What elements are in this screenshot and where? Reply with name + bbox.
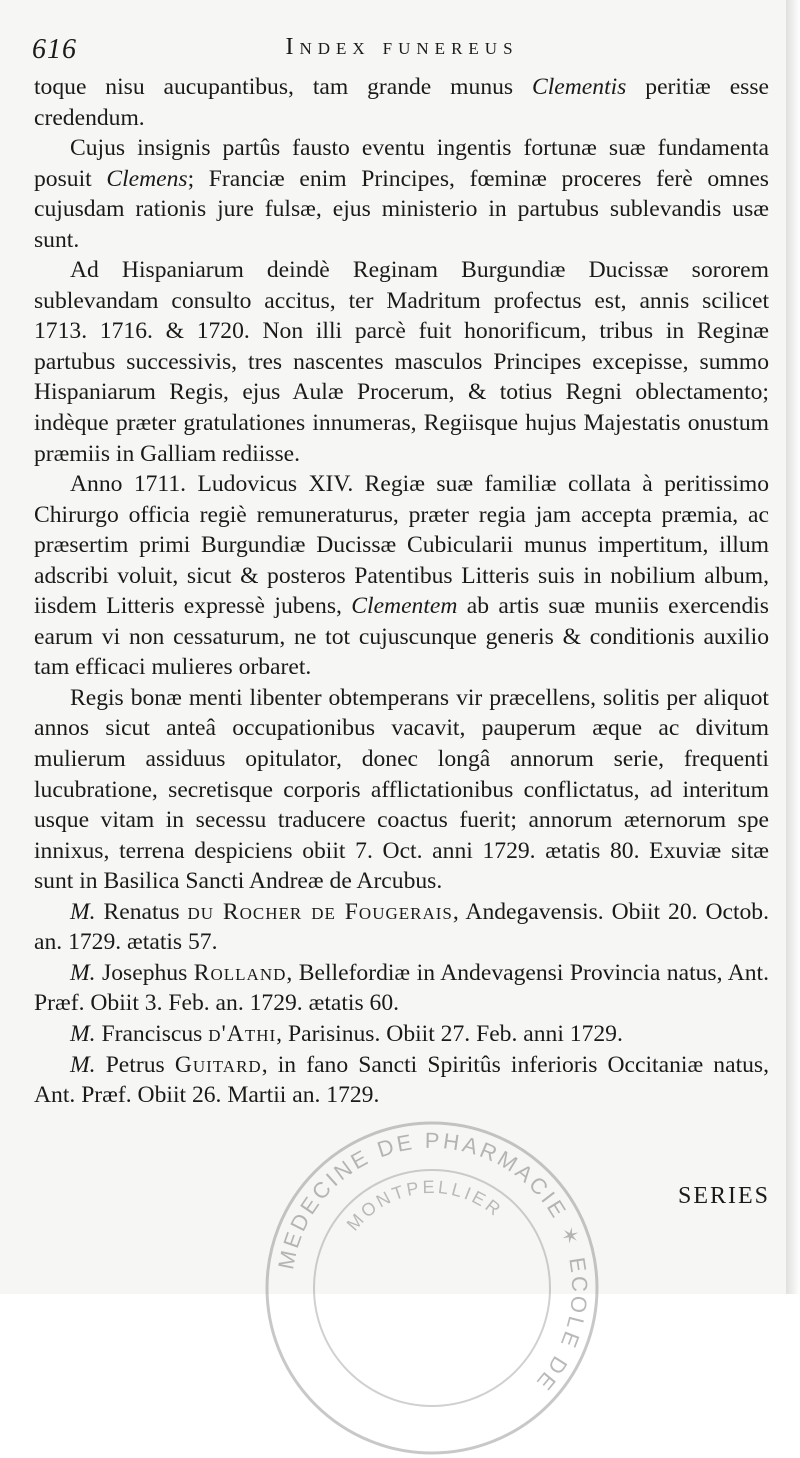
person-surname: Rolland xyxy=(193,959,287,986)
text-run: ; Franciæ enim Principes, fœminæ proceres ferè omnes cujusdam rationis jure fulsæ, ejus ministerio in partubus sublevandis usæ sunt. xyxy=(34,165,769,253)
paragraph xyxy=(34,469,769,683)
page-edge-shadow xyxy=(786,0,800,1294)
catchword: SERIES xyxy=(677,1183,770,1209)
obituary-entry xyxy=(34,958,769,1019)
text-run: , in fano Sancti Spiritûs inferioris Occitaniæ natus, Ant. Præf. Obiit 26. Martii an. 1729. xyxy=(34,1051,770,1109)
text-run: , Bellefordiæ in Andevagensi Provincia natus, Ant. Præf. Obiit 3. Feb. an. 1729. ætatis 60. xyxy=(34,959,769,1017)
text-run: peritiæ esse credendum. xyxy=(34,74,769,131)
svg-text:MONTPELLIER xyxy=(343,1177,507,1235)
text-run: Franciscus xyxy=(95,1020,209,1047)
paragraph xyxy=(34,255,769,469)
italic-text: Clementis xyxy=(532,74,627,100)
text-run: Renatus xyxy=(95,898,188,925)
italic-text: M. xyxy=(70,898,96,925)
person-surname: du Rocher de Fougerais xyxy=(187,898,453,925)
person-surname: d'Athi xyxy=(208,1020,277,1047)
paragraph xyxy=(34,133,769,255)
text-run: Josephus xyxy=(95,959,194,986)
text-run: Anno 1711. Ludovicus XIV. Regiæ suæ familiæ collata à peritissimo Chirurgo officia regiè remuneraturus, præter regia jam accepta præmia, ac præsertim primi Burgundiæ Ducissæ Cubicularii munus impertitum, illum adscribi voluit, sicut & posteros Patentibus Litteris suis in nobilium album, iisdem Litteris expressè jubens, xyxy=(34,471,769,620)
library-stamp xyxy=(262,1118,602,1458)
italic-text: M. xyxy=(70,959,96,986)
obituary-entry xyxy=(34,1019,769,1050)
text-run: Petrus xyxy=(95,1051,175,1078)
body-text xyxy=(34,72,769,1111)
text-run: Regis bonæ menti libenter obtemperans vir præcellens, solitis per aliquot annos sicut anteâ occupationibus vacavit, pauperum æque ac divitum mulierum assiduus opitulator, donec longâ annorum serie, frequenti lucubratione, secretisque corporis afflictationibus conflictatus, ad interitum usque vitam in secessu traducere coactus fuerit; annorum æternorum spe innixus, terrena despiciens obiit 7. Oct. anni 1729. ætatis 80. Exuviæ sitæ sunt in Basilica Sancti Andreæ de Arcubus. xyxy=(34,684,769,895)
italic-text: M. xyxy=(70,1020,96,1047)
italic-text: Clementem xyxy=(351,593,458,620)
person-surname: Guitard xyxy=(174,1051,262,1078)
text-run: Ad Hispaniarum deindè Reginam Burgundiæ Ducissæ sororem sublevandam consulto accitus, ter Madritum profectus est, annis scilicet 1713. 1716. & 1720. Non illi parcè fuit honorificum, tribus in Reginæ partubus successivis, tres nascentes masculos Principes excepisse, summo Hispaniarum Regis, ejus Aulæ Procerum, & totius Regni oblectamento; indèque præter gratulationes innumeras, Regiisque hujus Majestatis onustum præmiis in Galliam rediisse. xyxy=(34,257,769,467)
text-run: , Andegavensis. Obiit 20. Octob. an. 1729. ætatis 57. xyxy=(34,898,769,956)
text-run: , Parisinus. Obiit 27. Feb. anni 1729. xyxy=(276,1020,623,1047)
stamp-outer-text: MEDECINE DE PHARMACIE ✶ ECOLE DE xyxy=(273,1127,593,1397)
obituary-entry xyxy=(34,1050,769,1111)
page-number: 616 xyxy=(32,34,77,65)
italic-text: M. xyxy=(70,1051,96,1078)
obituary-entry xyxy=(34,897,769,958)
paragraph xyxy=(34,72,769,133)
page-header xyxy=(32,34,772,74)
running-head: Index funereus xyxy=(285,34,519,60)
text-run: ab artis suæ muniis exercendis earum vi non cessaturum, ne tot cujuscunque generis & conditionis auxilio tam efficaci mulieres orbaret. xyxy=(34,593,769,681)
paragraph xyxy=(34,683,769,897)
text-run: Cujus insignis partûs fausto eventu ingentis fortunæ suæ fundamenta posuit xyxy=(34,135,769,192)
text-run: toque nisu aucupantibus, tam grande munus xyxy=(34,74,532,100)
italic-text: Clemens xyxy=(106,165,188,192)
stamp-inner-text: MONTPELLIER xyxy=(342,1176,507,1235)
